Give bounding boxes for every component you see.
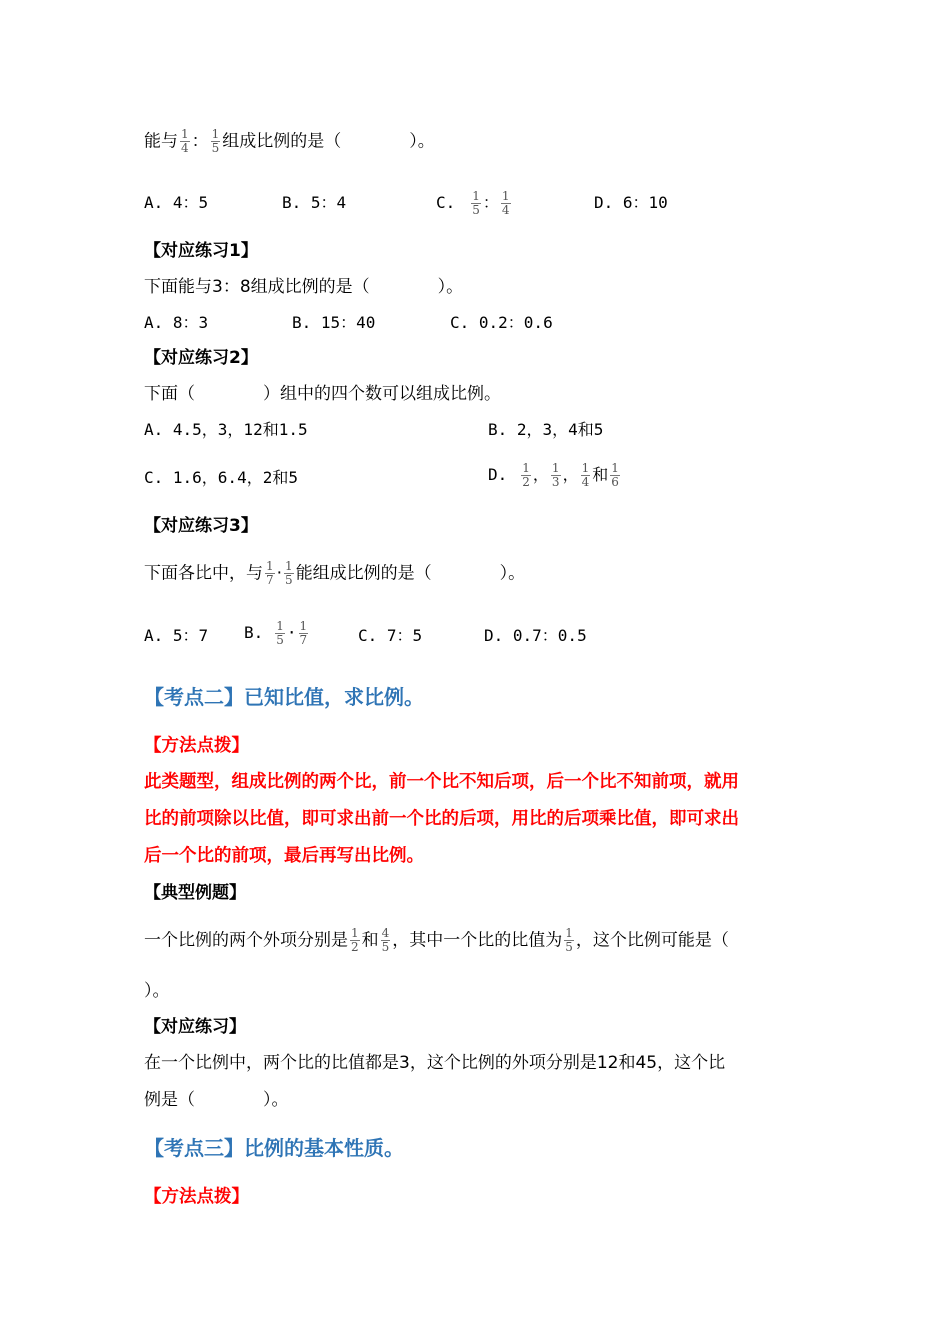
fraction: $\frac{1}{4}$ [181, 127, 189, 155]
option-a: A. 4.5，3，12和1.5 [144, 420, 308, 439]
key-point-3-title: 【考点三】比例的基本性质。 [144, 1136, 404, 1160]
example-heading: 【典型例题】 [144, 883, 246, 903]
fraction: $\frac{1}{2}$ [522, 461, 530, 489]
practice-1-heading: 【对应练习1】 [144, 241, 258, 261]
practice-question-line-2: 例是（ ）。 [144, 1090, 289, 1110]
practice-question-line-1: 在一个比例中，两个比的比值都是3，这个比例的外项分别是12和45，这个比 [144, 1053, 726, 1073]
practice-3-question: 下面各比中，与 $\frac{1}{7}$ · $\frac{1}{5}$ 能组成比例的是（ ）。 [144, 559, 526, 587]
example-question: 一个比例的两个外项分别是 $\frac{1}{2}$ 和 $\frac{4}{5}$ ，其中一个比的比值为 $\frac{1}{5}$ ，这个比例可能是（ [144, 926, 729, 954]
option-a: A. 8：3 [144, 313, 209, 332]
fraction: $\frac{1}{6}$ [611, 461, 619, 489]
method-text-line-1: 此类题型，组成比例的两个比，前一个比不知后项，后一个比不知前项，就用 [144, 772, 739, 792]
fraction: $\frac{1}{5}$ [565, 926, 573, 954]
key-point-2-title: 【考点二】已知比值，求比例。 [144, 685, 424, 709]
option-c: C. 1.6，6.4，2和5 [144, 468, 298, 487]
option-c: C. 0.2：0.6 [450, 313, 553, 332]
example-question-line-2: ）。 [144, 981, 170, 1001]
option-c: C. $\frac{1}{5}$ ： $\frac{1}{4}$ [436, 189, 510, 217]
fraction: $\frac{1}{5}$ [285, 559, 293, 587]
practice-heading: 【对应练习】 [144, 1017, 246, 1037]
option-b: B. 2，3，4和5 [488, 420, 604, 439]
fraction: $\frac{1}{4}$ [581, 461, 590, 489]
method-text-line-2: 比的前项除以比值，即可求出前一个比的后项，用比的后项乘比值，即可求出 [144, 809, 739, 829]
practice-2-question: 下面（ ）组中的四个数可以组成比例。 [144, 384, 501, 404]
option-d: D. 0.7：0.5 [484, 626, 587, 645]
practice-3-heading: 【对应练习3】 [144, 516, 258, 536]
fraction: $\frac{1}{3}$ [551, 461, 560, 489]
fraction: $\frac{1}{5}$ [211, 127, 220, 155]
fraction: $\frac{4}{5}$ [381, 926, 390, 954]
fraction: $\frac{1}{7}$ [299, 619, 308, 647]
option-b: B. 5：4 [282, 193, 347, 212]
option-b: B. $\frac{1}{5}$ · $\frac{1}{7}$ [244, 619, 308, 647]
fraction: $\frac{1}{2}$ [351, 926, 359, 954]
fraction: $\frac{1}{5}$ [276, 619, 284, 647]
method-text-line-3: 后一个比的前项，最后再写出比例。 [144, 846, 424, 866]
option-d: D. 6：10 [594, 193, 668, 212]
option-a: A. 4：5 [144, 193, 209, 212]
option-a: A. 5：7 [144, 626, 209, 645]
option-d: D. $\frac{1}{2}$ ， $\frac{1}{3}$ ， $\frac{1}{4}$ 和 $\frac{1}{6}$ [488, 461, 619, 489]
method-heading-2: 【方法点拨】 [144, 1187, 249, 1207]
practice-1-question: 下面能与3：8组成比例的是（ ）。 [144, 277, 464, 297]
method-heading: 【方法点拨】 [144, 736, 249, 756]
question-0-stem: 能与 $\frac{1}{4}$ ： $\frac{1}{5}$ 组成比例的是（ ）。 [144, 127, 435, 155]
fraction: $\frac{1}{5}$ [472, 189, 480, 217]
fraction: $\frac{1}{4}$ [501, 189, 510, 217]
practice-2-heading: 【对应练习2】 [144, 348, 258, 368]
option-c: C. 7：5 [358, 626, 423, 645]
option-b: B. 15：40 [292, 313, 376, 332]
fraction: $\frac{1}{7}$ [266, 559, 274, 587]
